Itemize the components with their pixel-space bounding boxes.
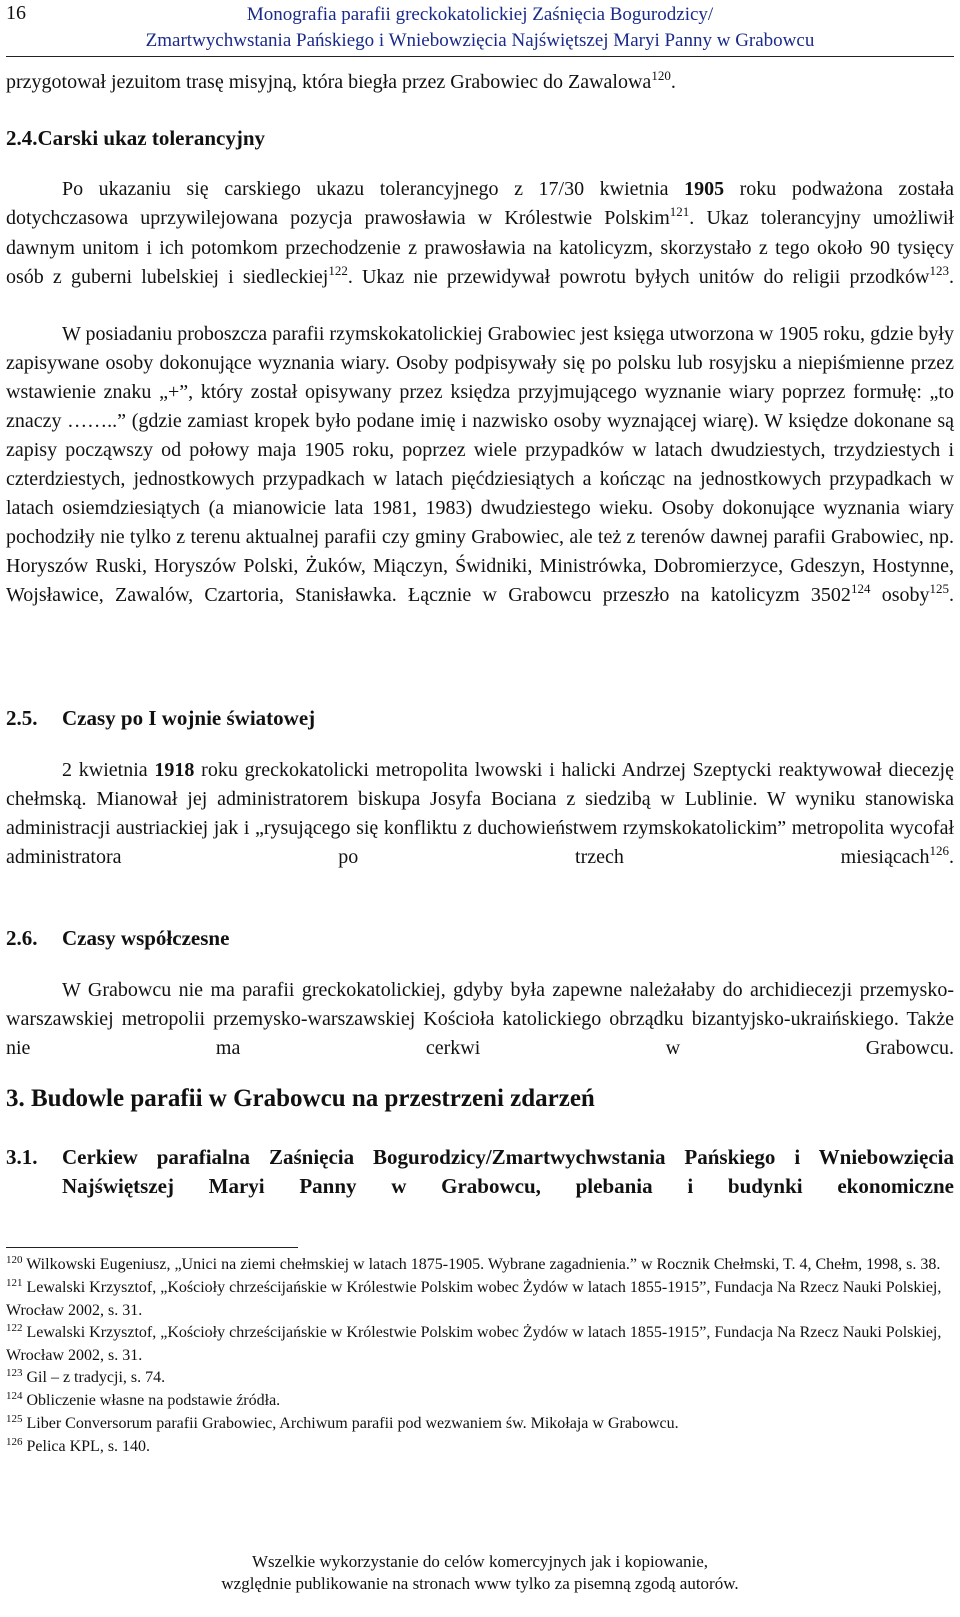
intro-text: przygotował jezuitom trasę misyjną, która biegła przez Grabowiec do Zawalowa <box>6 71 652 93</box>
section-2-4-paragraph-2 <box>6 320 954 640</box>
footnote-122 <box>6 1322 954 1367</box>
intro-tail: . <box>670 71 676 93</box>
footnote-ref-120[interactable]: 120 <box>651 68 671 83</box>
footnote-124 <box>6 1390 954 1413</box>
footnote-text: Wilkowski Eugeniusz, „Unici na ziemi chełmskiej w latach 1875-1905. Wybrane zagadnienia.” w Rocznik Chełmski, T. 4, Chełm, 1998, s. 38. <box>22 1256 941 1273</box>
footnote-126 <box>6 1436 954 1459</box>
p2-text-c: . <box>948 584 954 606</box>
s25-text-a: 2 kwietnia <box>62 759 155 781</box>
p1-text-b: roku podważona została dotychczasowa uprzywilejowana pozycja prawosławia w Królestwie Polskim <box>6 178 954 229</box>
section-2-5-title: Czasy po I wojnie światowej <box>62 706 316 730</box>
footnote-ref-126[interactable]: 126 <box>929 843 949 858</box>
footnote-number: 122 <box>6 1322 23 1334</box>
footnote-text: Pelica KPL, s. 140. <box>22 1438 151 1455</box>
p1-text-a: Po ukazaniu się carskiego ukazu tolerancyjnego z 17/30 kwietnia <box>62 178 685 200</box>
p1-year: 1905 <box>684 178 725 200</box>
p1-text-e: . <box>949 266 954 288</box>
footnote-number: 121 <box>6 1277 23 1289</box>
p2-text-a: W posiadaniu proboszcza parafii rzymskokatolickiej Grabowiec jest księga utworzona w 1905 roku, gdzie były zapisywane osoby dokonujące wyznania wiary. Osoby podpisywały się po polsku lub rosyjsku a niepiśmienne przez wstawienie znaku „+”, który został opisywany przez księdza przyjmującego wyznanie wiary poprzez formułę: „to znaczy ……..” (gdzie zamiast kropek było podane imię i nazwisko osoby wyznającej wiarę). W księdze dokonane są zapisy począwszy od połowy maja 1905 roku, poprzez wiele przypadków w latach dwudziestych, trzydziestych i czterdziestych, jednostkowych przypadkach w latach pięćdziesiątych a kończąc na jednostkowych przypadkach w latach osiemdziesiątych (a mianowicie lata 1981, 1983) dwudziestego wieku. Osoby dokonujące wyznania wiary pochodziły nie tylko z terenu aktualnej parafii czy gminy Grabowiec, ale też z terenów dawnej parafii Grabowiec, np. Horyszów Ruski, Horyszów Polski, Żuków, Miączyn, Świdniki, Ministrówka, Dobromierzyce, Gdeszyn, Hostynne, Wojsławice, Zawalów, Czartoria, Stanisławka. Łącznie w Grabowcu przeszło na katolicyzm 3502 <box>6 323 954 606</box>
footnote-ref-125[interactable]: 125 <box>929 581 949 596</box>
footnote-ref-124[interactable]: 124 <box>850 581 871 596</box>
footnote-number: 124 <box>6 1390 23 1402</box>
p1-text-d: . Ukaz nie przewidywał powrotu byłych unitów do religii przodków <box>347 266 930 288</box>
footnote-ref-123[interactable]: 123 <box>929 263 949 278</box>
section-3-1-heading <box>6 1143 954 1230</box>
footnote-120 <box>6 1254 954 1277</box>
footnote-121 <box>6 1277 954 1322</box>
section-2-6-title: Czasy współczesne <box>62 926 230 950</box>
section-3-1-title: Cerkiew parafialna Zaśnięcia Bogurodzicy/Zmartwychwstania Pańskiego i Wniebowzięcia Najświętszej Maryi Panny w Grabowcu, plebania i budynki ekonomiczne <box>62 1145 954 1198</box>
footnotes <box>6 1254 954 1459</box>
section-2-6-number: 2.6. <box>6 926 38 950</box>
footnote-text: Liber Conversorum parafii Grabowiec, Archiwum parafii pod wezwaniem św. Mikołaja w Grabowcu. <box>22 1415 679 1432</box>
footnote-text: Lewalski Krzysztof, „Kościoły chrześcijańskie w Królestwie Polskim wobec Żydów w latach 1855-1915”, Fundacja Na Rzecz Nauki Polskiej, Wrocław 2002, s. 31. <box>6 1324 942 1364</box>
running-title-line-1: Monografia parafii greckokatolickiej Zaśnięcia Bogurodzicy/ <box>246 4 714 25</box>
footnote-ref-122[interactable]: 122 <box>328 263 348 278</box>
footnote-number: 125 <box>6 1413 23 1425</box>
section-3-heading: 3. Budowle parafii w Grabowcu na przestrzeni zdarzeń <box>6 1085 595 1112</box>
p2-text-b: osoby <box>870 584 930 606</box>
footnote-text: Gil – z tradycji, s. 74. <box>22 1369 166 1386</box>
footnote-number: 123 <box>6 1367 23 1379</box>
p1-text-c: . Ukaz tolerancyjny umożliwił dawnym unitom i ich potomkom przechodzenie z prawosławia na katolicyzm, skorzystało z tego około 90 tysięcy osób z guberni lubelskiej i siedleckiej <box>6 207 954 288</box>
footnote-125 <box>6 1413 954 1436</box>
footer-line-1: Wszelkie wykorzystanie do celów komercyjnych jak i kopiowanie, <box>251 1552 709 1571</box>
s25-year: 1918 <box>154 759 195 781</box>
footnote-number: 126 <box>6 1436 23 1448</box>
section-2-5-number: 2.5. <box>6 706 38 730</box>
footnote-number: 120 <box>6 1254 23 1266</box>
footnote-ref-121[interactable]: 121 <box>669 204 690 219</box>
section-2-4-heading: 2.4.Carski ukaz tolerancyjny <box>6 126 265 150</box>
s25-text-b: roku greckokatolicki metropolita lwowski i halicki Andrzej Szeptycki reaktywował diecezję chełmską. Mianował jej administratorem biskupa Josyfa Bociana z siedzibą w Lublinie. W wyniku stanowiska administracji austriackiej jak i „rysującego się konfliktu z duchowieństwem rzymskokatolickim” metropolita wycofał administratora po trzech miesiącach <box>6 759 954 868</box>
section-2-6-heading <box>6 926 229 951</box>
section-2-5-paragraph <box>6 756 954 902</box>
header-divider <box>6 56 954 57</box>
page-header <box>0 0 960 56</box>
section-2-6-paragraph: W Grabowcu nie ma parafii greckokatolickiej, gdyby była zapewne należałaby do archidiecezji przemysko-warszawskiej metropolii przemysko-warszawskiej Kościoła katolickiego obrządku bizantyjsko-ukraińskiego. Także nie ma cerkwi w Grabowcu. <box>6 979 954 1059</box>
footnote-text: Obliczenie własne na podstawie źródła. <box>22 1392 281 1409</box>
footnote-text: Lewalski Krzysztof, „Kościoły chrześcijańskie w Królestwie Polskim wobec Żydów w latach 1855-1915”, Fundacja Na Rzecz Nauki Polskiej, Wrocław 2002, s. 31. <box>6 1279 942 1319</box>
footnote-divider <box>6 1247 298 1248</box>
footnote-123 <box>6 1367 954 1390</box>
section-3-1-number: 3.1. <box>6 1145 38 1169</box>
footer-line-2: względnie publikowanie na stronach www tylko za pisemną zgodą autorów. <box>221 1574 739 1593</box>
s25-text-c: . <box>949 846 954 868</box>
page-number: 16 <box>6 2 26 24</box>
running-title-line-2: Zmartwychwstania Pańskiego i Wniebowzięcia Najświętszej Maryi Panny w Grabowcu <box>145 30 815 51</box>
section-2-5-heading <box>6 706 315 731</box>
intro-paragraph <box>6 68 954 98</box>
page-footer <box>0 1551 960 1595</box>
running-title <box>0 2 960 54</box>
section-2-4-paragraph-1 <box>6 175 954 322</box>
